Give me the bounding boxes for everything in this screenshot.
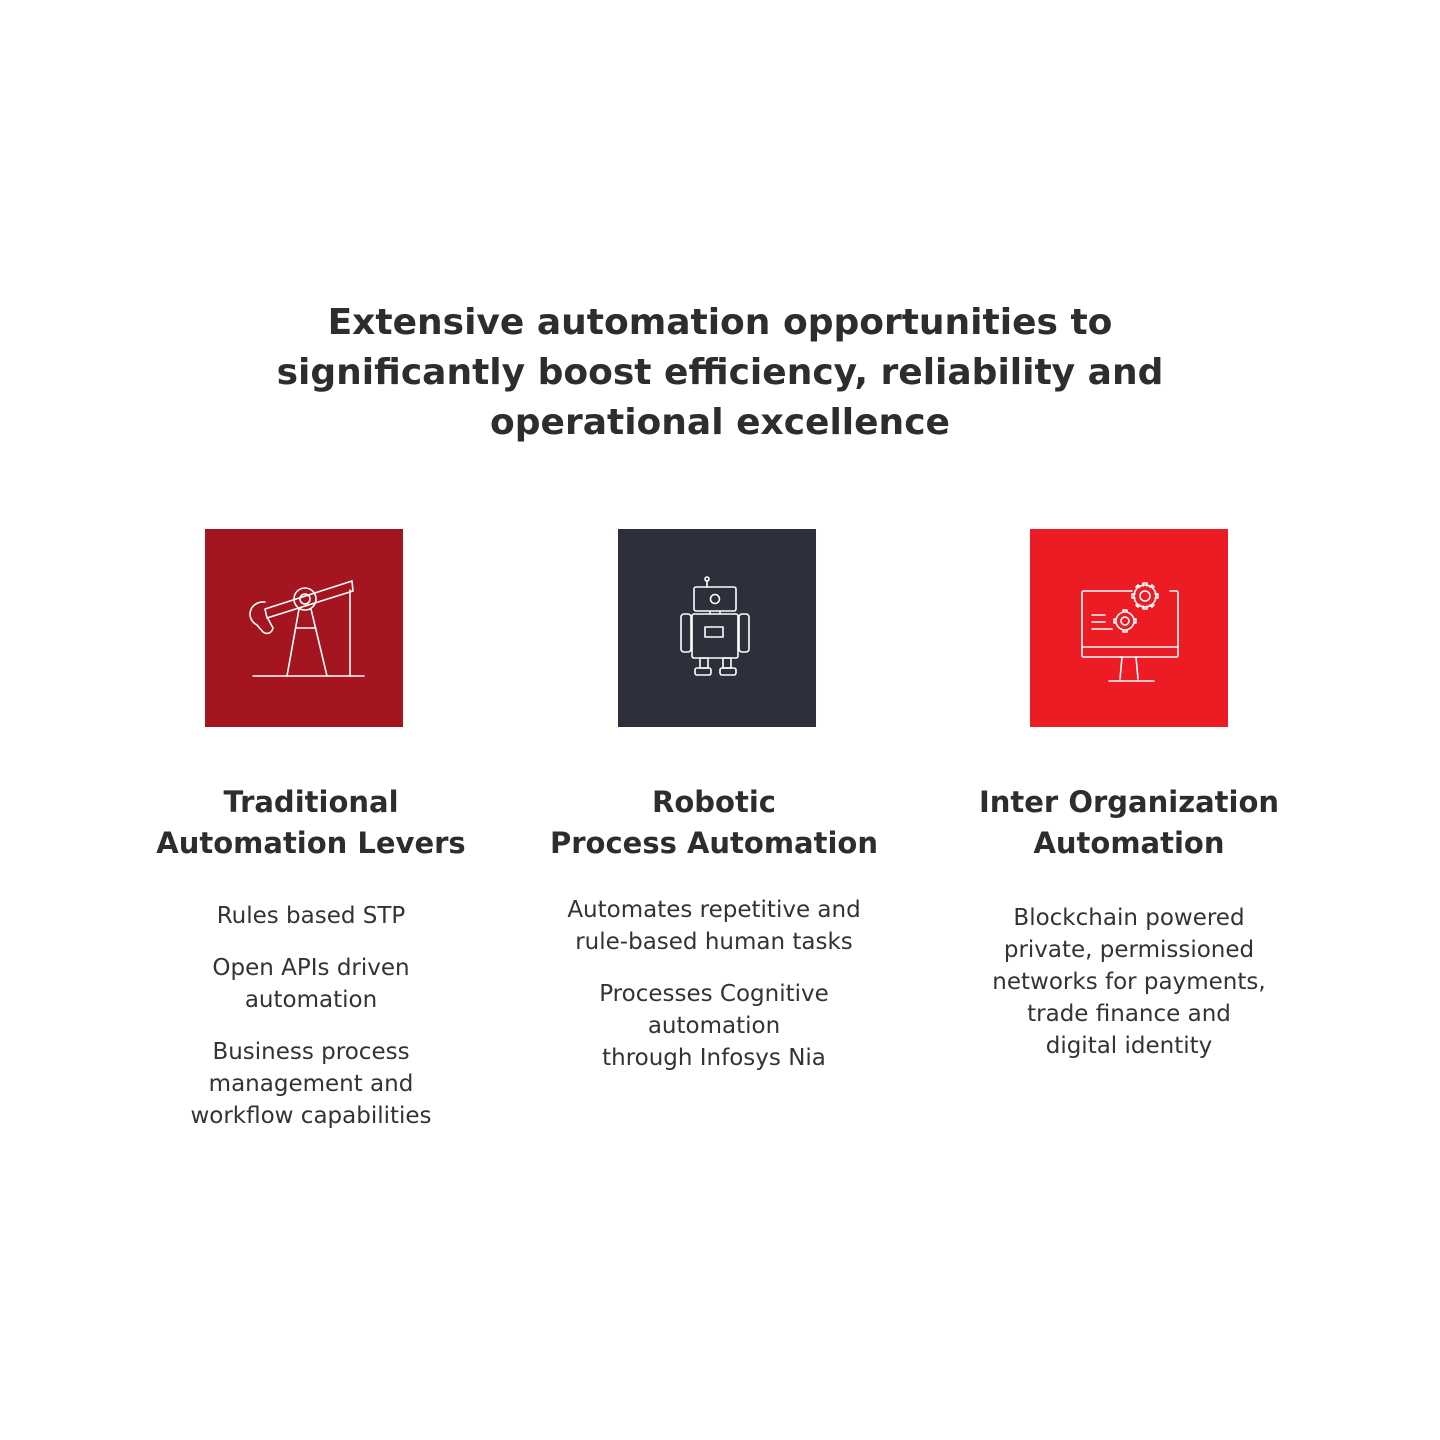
tile-background (618, 529, 816, 727)
feature-line: Rules based STP (216, 903, 406, 929)
feature-item (919, 902, 1339, 1062)
tile-inter-organization-automation (1030, 529, 1228, 727)
feature-line: trade finance and (1027, 1001, 1231, 1027)
feature-line: automation (647, 1013, 781, 1039)
tile-robotic-process-automation (618, 529, 816, 727)
headline-line: significantly boost efficiency, reliability and (276, 352, 1164, 393)
feature-line: rule-based human tasks (575, 929, 853, 955)
feature-line: digital identity (1045, 1033, 1213, 1059)
headline-line: operational excellence (490, 402, 950, 443)
headline (0, 298, 1440, 448)
feature-item (504, 894, 924, 958)
feature-line: Business process (212, 1039, 410, 1065)
column-title-line: Traditional (223, 785, 399, 819)
feature-item (101, 952, 521, 1016)
feature-item (101, 900, 521, 932)
feature-line: Automates repetitive and (567, 897, 861, 923)
tile-background (1030, 529, 1228, 727)
column-traditional-automation (101, 782, 521, 1152)
feature-list (504, 894, 924, 1074)
feature-line: workflow capabilities (190, 1103, 432, 1129)
column-title-line: Automation (1033, 826, 1225, 860)
feature-line: networks for payments, (992, 969, 1266, 995)
column-title (101, 782, 521, 864)
column-title (919, 782, 1339, 864)
feature-item (101, 1036, 521, 1132)
robot-icon (618, 529, 816, 727)
feature-line: through Infosys Nia (602, 1045, 826, 1071)
column-inter-organization-automation (919, 782, 1339, 1082)
feature-item (504, 978, 924, 1074)
feature-list (919, 902, 1339, 1062)
column-title-line: Process Automation (550, 826, 878, 860)
feature-line: Blockchain powered (1013, 905, 1245, 931)
headline-line: Extensive automation opportunities to (327, 302, 1113, 343)
feature-line: Open APIs driven (212, 955, 410, 981)
column-title-line: Robotic (652, 785, 776, 819)
feature-line: private, permissioned (1003, 937, 1255, 963)
feature-line: automation (244, 987, 378, 1013)
column-title-line: Automation Levers (156, 826, 466, 860)
feature-line: Processes Cognitive (599, 981, 829, 1007)
column-title-line: Inter Organization (978, 785, 1280, 819)
monitor-gears-icon (1030, 529, 1228, 727)
column-title (504, 782, 924, 864)
oil-pump-icon (205, 529, 403, 727)
feature-list (101, 900, 521, 1132)
feature-line: management and (208, 1071, 414, 1097)
tile-traditional-automation (205, 529, 403, 727)
column-robotic-process-automation (504, 782, 924, 1094)
